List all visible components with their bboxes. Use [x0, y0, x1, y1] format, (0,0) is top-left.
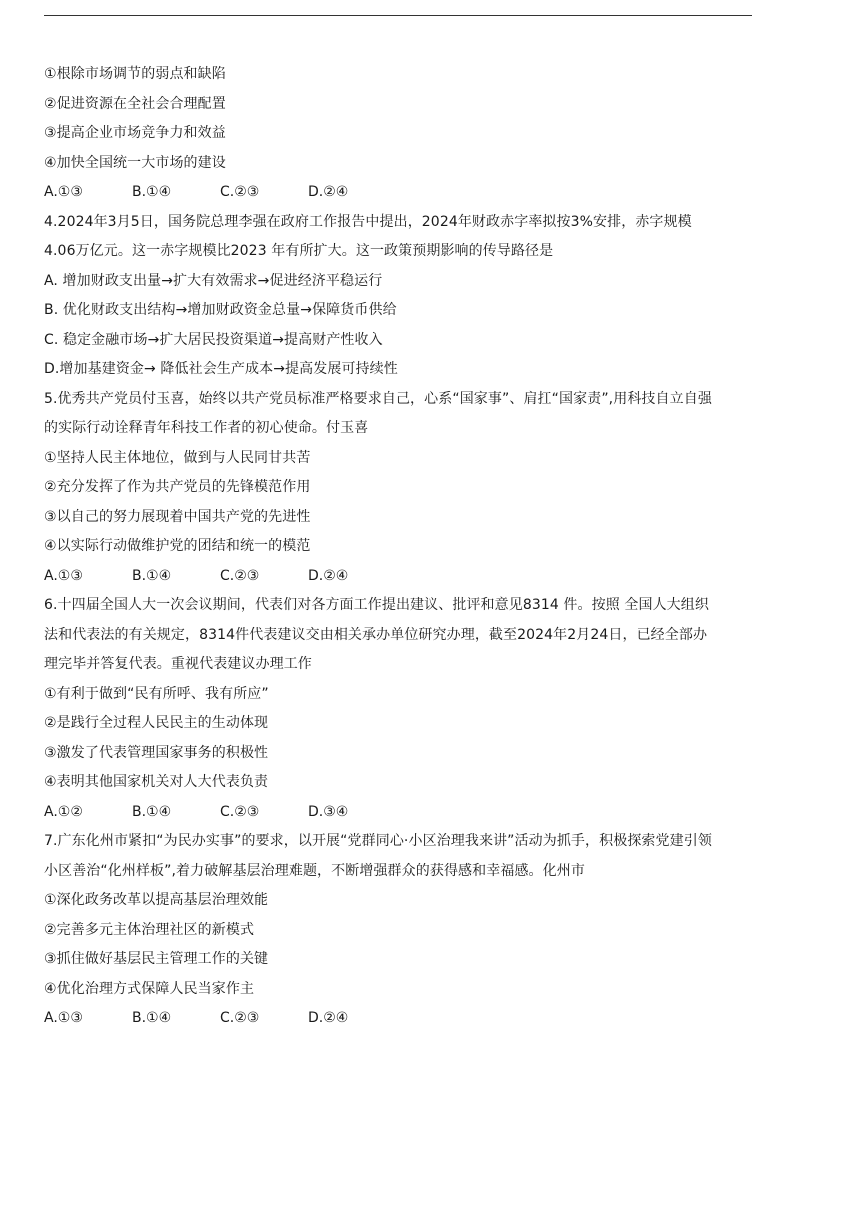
answer-options: [44, 180, 760, 210]
answer-options: [44, 564, 760, 594]
choice-d: D.增加基建资金→ 降低社会生产成本→提高发展可持续性: [44, 361, 398, 377]
exam-page: [44, 62, 760, 1036]
question-stem: 5.优秀共产党员付玉喜，始终以共产党员标准严格要求自己，心系“国家事”、肩扛“国家责”,用科技自立自强: [44, 390, 712, 407]
statement-item: ③激发了代表管理国家事务的积极性: [44, 744, 269, 761]
option-b: B.①④: [132, 803, 172, 820]
option-b: B.①④: [132, 184, 172, 200]
question-3: [44, 62, 760, 210]
question-stem: 4.2024年3月5日，国务院总理李强在政府工作报告中提出，2024年财政赤字率拟按3%安排，赤字规模: [44, 213, 692, 230]
statement-item: ①坚持人民主体地位，做到与人民同甘共苦: [44, 449, 311, 466]
option-c: C.②③: [220, 184, 260, 200]
statement-item: ③提高企业市场竞争力和效益: [44, 125, 226, 141]
statement-item: ④加快全国统一大市场的建设: [44, 154, 226, 171]
question-stem: 6.十四届全国人大一次会议期间，代表们对各方面工作提出建议、批评和意见8314 件。按照 全国人大组织: [44, 597, 709, 613]
statement-item: ②促进资源在全社会合理配置: [44, 95, 226, 112]
question-stem: 小区善治“化州样板”,着力破解基层治理难题，不断增强群众的获得感和幸福感。化州市: [44, 862, 585, 879]
option-a: A.①③: [44, 184, 83, 200]
option-a: A.①②: [44, 803, 83, 820]
option-d: D.②④: [308, 567, 349, 584]
answer-options: [44, 800, 760, 830]
statement-item: ④以实际行动做维护党的团结和统一的模范: [44, 538, 311, 554]
option-d: D.②④: [308, 1010, 349, 1026]
question-stem: 7.广东化州市紧扣“为民办实事”的要求，以开展“党群同心·小区治理我来讲”活动为抓手，积极探索党建引领: [44, 833, 712, 849]
choice-c: C. 稳定金融市场→扩大居民投资渠道→提高财产性收入: [44, 331, 383, 348]
option-c: C.②③: [220, 803, 260, 820]
question-stem: 4.06万亿元。这一赤字规模比2023 年有所扩大。这一政策预期影响的传导路径是: [44, 243, 554, 259]
statement-item: ④优化治理方式保障人民当家作主: [44, 980, 255, 997]
question-5: [44, 387, 760, 594]
option-d: D.②④: [308, 184, 349, 200]
option-a: A.①③: [44, 567, 83, 584]
question-6: [44, 593, 760, 829]
choice-a: A. 增加财政支出量→扩大有效需求→促进经济平稳运行: [44, 272, 383, 289]
statement-item: ②完善多元主体治理社区的新模式: [44, 921, 255, 938]
option-a: A.①③: [44, 1010, 83, 1026]
question-7: [44, 829, 760, 1036]
option-d: D.③④: [308, 803, 349, 820]
option-b: B.①④: [132, 567, 172, 584]
choice-b: B. 优化财政支出结构→增加财政资金总量→保障货币供给: [44, 302, 397, 318]
question-4: [44, 210, 760, 387]
question-stem: 理完毕并答复代表。重视代表建议办理工作: [44, 656, 312, 672]
statement-item: ①深化政务改革以提高基层治理效能: [44, 892, 269, 908]
statement-item: ①根除市场调节的弱点和缺陷: [44, 66, 226, 82]
option-b: B.①④: [132, 1010, 172, 1026]
statement-item: ④表明其他国家机关对人大代表负责: [44, 774, 269, 790]
answer-options: [44, 1006, 760, 1036]
statement-item: ③抓住做好基层民主管理工作的关键: [44, 951, 269, 967]
header-rule: [44, 15, 752, 16]
option-c: C.②③: [220, 1010, 260, 1026]
statement-item: ③以自己的努力展现着中国共产党的先进性: [44, 508, 311, 525]
question-stem: 法和代表法的有关规定，8314件代表建议交由相关承办单位研究办理，截至2024年2月24日，已经全部办: [44, 626, 708, 643]
statement-item: ①有利于做到“民有所呼、我有所应”: [44, 685, 269, 702]
statement-item: ②充分发挥了作为共产党员的先锋模范作用: [44, 479, 311, 495]
option-c: C.②③: [220, 567, 260, 584]
question-stem: 的实际行动诠释青年科技工作者的初心使命。付玉喜: [44, 420, 369, 436]
statement-item: ②是践行全过程人民民主的生动体现: [44, 715, 269, 731]
